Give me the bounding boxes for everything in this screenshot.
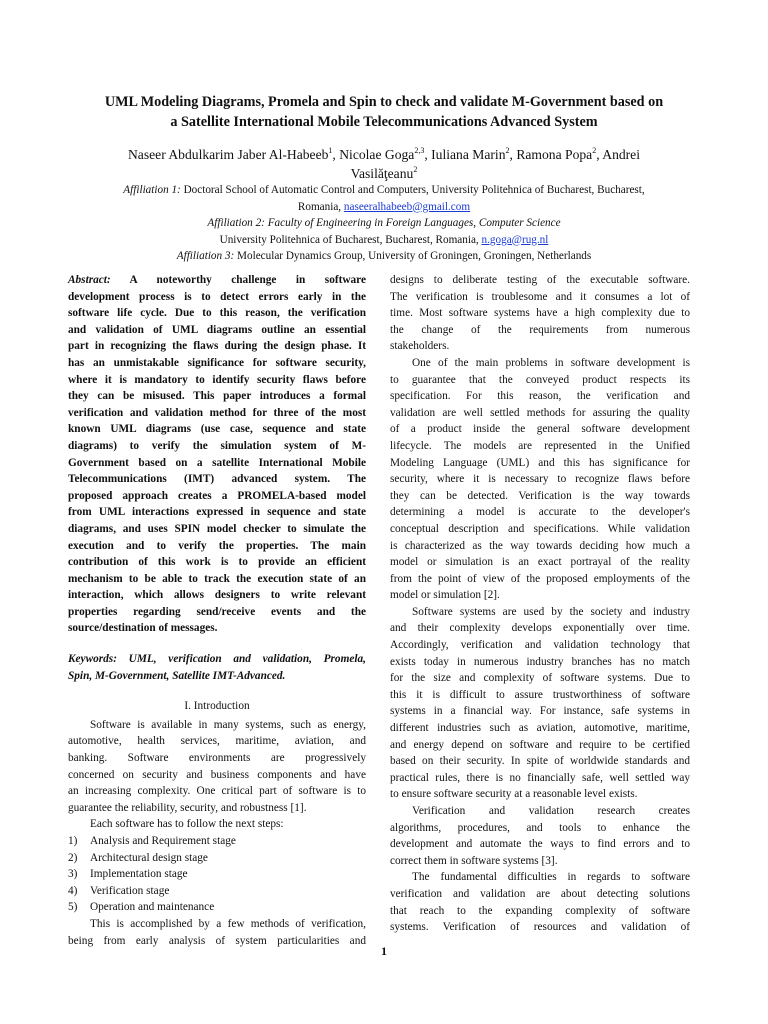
abstract-line: development process is to detect errors early in the (68, 290, 366, 303)
abstract-line: source/destination of messages. (68, 622, 218, 635)
affiliation-text: University Politehnica of Bucharest, Bucharest, Romania, (219, 233, 482, 246)
text-line: model or simulation is an exact portrayal of the reality (390, 556, 690, 569)
body-paragraph (390, 803, 690, 869)
author-name: , Nicolae Goga (332, 147, 415, 162)
abstract-line: known UML diagrams (use case, sequence and state (68, 423, 366, 436)
text-line: to ensure software security at a reasonable level exists. (390, 788, 638, 801)
list-item (68, 899, 366, 916)
list-text: Verification stage (90, 884, 170, 897)
body-paragraph (390, 604, 690, 803)
text-line: security, where it is necessary to recognize flaws before (390, 473, 690, 486)
text-line: model or simulation [2]. (390, 589, 500, 602)
abstract-line: and validation of UML diagrams outline an essential (68, 323, 366, 336)
text-line: that reach to the expanding complexity of software (390, 904, 690, 917)
abstract-line: diagrams, and uses SPIN model checker to simulate the (68, 522, 366, 535)
intro-paragraph (68, 717, 366, 817)
keywords-line: Keywords: UML, verification and validation, Promela, (68, 653, 366, 666)
abstract-line: part in recognizing the flaws during the design phase. It (68, 340, 366, 353)
text-line: designs to deliberate testing of the executable software. (390, 274, 690, 286)
text-line: they can be detected. Verification is the way towards (390, 489, 690, 502)
list-text: Operation and maintenance (90, 901, 215, 914)
abstract-line: Telecommunications (IMT) advanced system. The (68, 473, 366, 486)
affiliation-text: Molecular Dynamics Group, University of Groningen, Groningen, Netherlands (234, 250, 592, 262)
abstract-line: where it is mandatory to identify security flaws before (68, 373, 366, 386)
text-line: The fundamental difficulties in regards to software (412, 871, 690, 884)
email-link[interactable]: naseeralhabeeb@gmail.com (343, 200, 471, 213)
author-affiliation-mark: 2,3 (414, 146, 425, 155)
text-line: verification and validation are about detecting solutions (390, 887, 690, 900)
abstract-line: execution and to verify the properties. The main (68, 539, 366, 552)
abstract-text: A noteworthy challenge in software (110, 274, 366, 286)
abstract-line: Government based on a satellite International Mobile (68, 456, 366, 469)
affiliation-label: Affiliation 2: Faculty of Engineering in Foreign Languages, Computer Science (207, 217, 561, 229)
left-column (68, 272, 366, 949)
author-name: , Iuliana Marin (424, 147, 506, 162)
text-line: Modeling Language (UML) and this has significance for (390, 456, 690, 469)
affiliation-text: Romania, (297, 200, 344, 213)
paper-title (70, 92, 698, 132)
list-number: 1) (68, 835, 78, 847)
keywords-line: Spin, M-Government, Satellite IMT-Advanced. (68, 669, 286, 682)
text-line: automotive, health services, maritime, aviation, and (68, 735, 366, 748)
body-paragraph (390, 355, 690, 604)
text-line: of a product inside the general software development (390, 423, 690, 436)
abstract-line: diagrams) to verify the simulation system of M- (68, 439, 366, 452)
text-line: This is accomplished by a few methods of verification, (90, 917, 366, 930)
right-column (390, 272, 690, 936)
affiliation-3 (70, 248, 698, 265)
text-line: Verification and validation research creates (412, 805, 690, 817)
text-line: exists today in numerous industry branches has no match (390, 655, 690, 668)
list-text: Analysis and Requirement stage (90, 835, 236, 847)
text-line: and energy depend on software and require to be certified (390, 738, 690, 751)
text-line: conceptual description and specifications. While validation (390, 522, 690, 535)
abstract-line: interaction, which allows designers to write relevant (68, 589, 366, 602)
text-line: to guarantee that the conveyed product respects its (390, 373, 690, 386)
text-line: being from early analysis of system particularities and (68, 934, 366, 947)
text-line: practical rules, there is no financially safe, well settled way (390, 771, 690, 784)
affiliations (70, 182, 698, 265)
abstract-line: mechanism to be able to track the execution state of an (68, 572, 366, 585)
text-line: this it is difficult to assure trustworthiness of software (390, 688, 690, 701)
abstract-line: they can be misused. This paper introduces a formal (68, 390, 366, 403)
abstract-line: properties regarding send/receive events and the (68, 605, 366, 618)
text-line: Software systems are used by the society and industry (412, 605, 690, 618)
author-name: Naseer Abdulkarim Jaber Al-Habeeb (127, 147, 329, 162)
list-number: 5) (68, 901, 78, 914)
keywords (68, 651, 366, 684)
author-affiliation-mark: 1 (328, 146, 333, 155)
affiliation-text: Doctoral School of Automatic Control and Computers, University Politehnica of Bucharest, Bucharest, (180, 184, 645, 196)
body-paragraph (390, 869, 690, 935)
list-number: 2) (68, 851, 78, 864)
abstract-line: proposed approach creates a PROMELA-based model (68, 489, 366, 502)
text-line: guarantee the reliability, security, and robustness [1]. (68, 801, 307, 814)
abstract-line (68, 272, 366, 289)
abstract (68, 272, 366, 637)
affiliation-label: Affiliation 1: (123, 184, 181, 196)
author-list (70, 145, 698, 183)
text-line: algorithms, procedures, and tools to enhance the (390, 821, 690, 834)
section-heading-introduction: I. Introduction (184, 700, 250, 713)
text-line: specification. For this reason, the verification and (390, 390, 690, 403)
text-line: Accordingly, verification and validation technology that (390, 639, 690, 652)
body-paragraph (390, 272, 690, 355)
text-line: determining a model is accurate to the developer's (390, 506, 690, 519)
text-line: systems. Verification of resources and validation of (390, 921, 690, 934)
abstract-line: from UML interactions expressed in sequence and state (68, 506, 366, 519)
text-line: stakeholders. (390, 340, 450, 353)
list-item (68, 866, 366, 883)
email-link[interactable]: n.goga@rug.nl (481, 233, 549, 246)
text-line: Software is available in many systems, such as energy, (90, 718, 366, 731)
author-affiliation-mark: 2 (505, 146, 510, 155)
steps-list (68, 833, 366, 916)
abstract-line: verification and validation method for three of the most (68, 406, 366, 419)
text-line: correct them in software systems [3]. (390, 854, 558, 867)
list-number: 4) (68, 884, 78, 897)
intro-paragraph: Each software has to follow the next steps: (90, 818, 284, 831)
text-line: different industries such as aviation, automotive, maritime, (390, 722, 690, 735)
text-line: and their complexity develops exponentially over time. (390, 622, 690, 635)
text-line: concerned on security and business components and have (68, 768, 366, 781)
list-item (68, 850, 366, 867)
title-line: UML Modeling Diagrams, Promela and Spin to check and validate M-Government based on (104, 94, 664, 110)
author-affiliation-mark: 2 (413, 165, 418, 174)
list-text: Implementation stage (90, 868, 188, 881)
text-line: based on their security. In spite of worldwide standards and (390, 755, 690, 768)
list-item (68, 833, 366, 850)
author-name: Vasilăţeanu (350, 166, 414, 181)
text-line: an increasing complexity. One critical part of software is to (68, 785, 366, 798)
text-line: for the size and complexity of software systems. Due to (390, 672, 690, 685)
list-number: 3) (68, 868, 78, 881)
page-number: 1 (381, 944, 387, 958)
abstract-line: has an unmistakable significance for software security, (68, 356, 366, 369)
abstract-line: software life cycle. Due to this reason, the verification (68, 307, 366, 320)
list-text: Architectural design stage (90, 851, 208, 864)
text-line: systems in a financial way. For instance, safe systems in (390, 705, 690, 718)
affiliation-label: Affiliation 3: (176, 250, 235, 262)
abstract-line: contribution of this work is to provide an efficient (68, 556, 366, 569)
text-line: banking. Software environments are progressively (68, 752, 366, 765)
text-line: time. Most software systems have a high complexity due to (390, 307, 690, 320)
affiliation-1 (70, 182, 698, 199)
text-line: validation are well settled methods for assuring the quality (390, 406, 690, 419)
author-name: , Andrei (596, 147, 640, 162)
author-affiliation-mark: 2 (592, 146, 597, 155)
text-line: from the point of view of the proposed employments of the (390, 572, 690, 585)
list-item (68, 883, 366, 900)
text-line: The verification is troublesome and it consumes a lot of (390, 290, 690, 303)
text-line: the change of the requirements from numerous (390, 323, 690, 336)
text-line: is characterized as the way towards deciding how much a (390, 539, 690, 552)
title-line: a Satellite International Mobile Telecommunications Advanced System (170, 114, 598, 130)
text-line: One of the main problems in software development is (412, 356, 690, 369)
abstract-label: Abstract: (68, 274, 111, 286)
text-line: lifecycle. The models are represented in the Unified (390, 439, 690, 452)
affiliation-2 (70, 215, 698, 232)
author-name: , Ramona Popa (509, 147, 593, 162)
text-line: development and automate the ways to find errors and to (390, 838, 690, 851)
